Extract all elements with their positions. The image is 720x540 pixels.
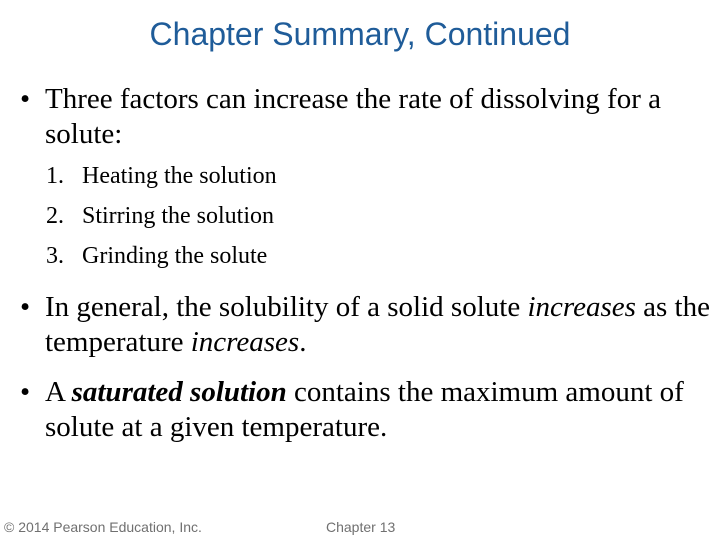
footer-copyright: © 2014 Pearson Education, Inc.	[4, 519, 202, 535]
bullet-marker: •	[20, 291, 31, 323]
bullet-text-part: Three factors can increase the rate of dissolving for a solute:	[45, 83, 661, 150]
bullet-text-part: In general, the solubility of a solid solute	[45, 291, 528, 323]
bullet-dissolving-factors	[20, 82, 710, 152]
key-term: saturated solution	[71, 376, 287, 408]
list-item-text: Stirring the solution	[82, 203, 274, 229]
dissolving-factors-list	[46, 156, 277, 276]
list-item-number: 1.	[46, 163, 64, 189]
bullet-saturated-solution	[20, 375, 710, 445]
list-item	[46, 156, 277, 196]
bullet-text	[45, 82, 710, 152]
bullet-text-part: contains the maximum amount of solute at a given temperature.	[45, 376, 684, 443]
bullet-text-part: A	[45, 376, 72, 408]
bullet-text-emphasis: increases	[190, 326, 300, 358]
list-item-text: Heating the solution	[82, 163, 277, 189]
list-item-number: 2.	[46, 203, 64, 229]
bullet-marker: •	[20, 83, 31, 115]
bullet-text	[45, 375, 710, 445]
footer-chapter: Chapter 13	[326, 519, 396, 535]
list-item	[46, 196, 277, 236]
list-item	[46, 236, 277, 276]
bullet-text-part: .	[299, 326, 307, 358]
list-item-number: 3.	[46, 243, 64, 269]
bullet-text-emphasis: increases	[527, 291, 636, 323]
slide-title: Chapter Summary, Continued	[149, 16, 571, 52]
bullet-solubility-temperature	[20, 290, 710, 360]
bullet-text-part: as the temperature	[45, 291, 710, 358]
list-item-text: Grinding the solute	[82, 243, 268, 269]
bullet-marker: •	[20, 376, 31, 408]
bullet-text	[45, 290, 710, 360]
